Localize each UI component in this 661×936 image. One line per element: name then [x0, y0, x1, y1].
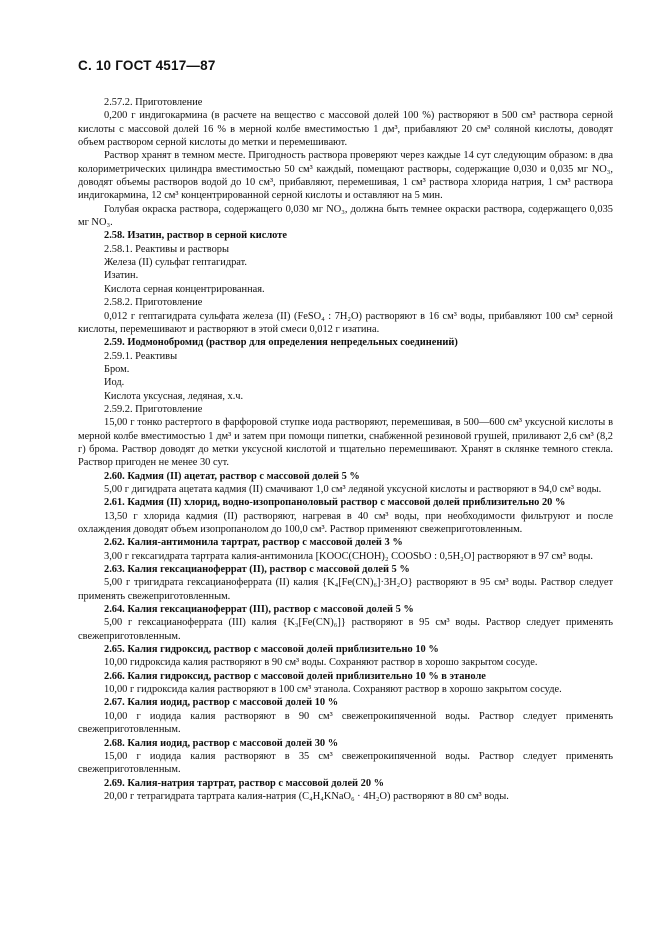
section-heading: 2.61. Кадмия (II) хлорид, водно-изопропаноловый раствор с массовой долей приблизительно 20 %	[104, 497, 566, 509]
section-heading: 2.62. Калия-антимонила тартрат, раствор с массовой долей 3 %	[104, 537, 403, 549]
section-heading: 2.60. Кадмия (II) ацетат, раствор с массовой долей 5 %	[104, 470, 360, 482]
section-heading: 2.64. Калия гексацианоферрат (III), раствор с массовой долей 5 %	[104, 604, 414, 616]
paragraph: 15,00 г иодида калия растворяют в 35 см³ свежепрокипяченной воды. Раствор следует применять свежеприготовленным.	[78, 750, 613, 776]
section-heading: 2.65. Калия гидроксид, раствор с массовой долей приблизительно 10 %	[104, 644, 439, 656]
paragraph: 2.57.2. Приготовление	[104, 97, 203, 108]
section-heading: 2.67. Калия иодид, раствор с массовой долей 10 %	[104, 697, 339, 709]
paragraph: 2.58.1. Реактивы и растворы	[104, 243, 229, 255]
paragraph: 10,00 г иодида калия растворяют в 90 см³ свежепрокипяченной воды. Раствор следует применять свежеприготовленным.	[78, 710, 613, 736]
section-heading: 2.59. Иодмонобромид (раствор для определения непредельных соединений)	[104, 337, 458, 349]
paragraph: Изатин.	[104, 270, 139, 282]
paragraph: 20,00 г тетрагидрата тартрата калия-натрия (C₄H₄KNaO₆ · 4H₂O) растворяют в 80 см³ воды.	[104, 790, 509, 802]
page-header: С. 10 ГОСТ 4517—87	[78, 58, 216, 73]
paragraph: 10,00 г гидроксида калия растворяют в 100 см³ этанола. Сохраняют раствор в хорошо закрытом сосуде.	[104, 684, 562, 696]
paragraph: Кислота уксусная, ледяная, х.ч.	[104, 390, 244, 402]
section-heading: 2.69. Калия-натрия тартрат, раствор с массовой долей 20 %	[104, 777, 385, 789]
section-heading: 2.66. Калия гидроксид, раствор с массовой долей приблизительно 10 % в этаноле	[104, 670, 486, 682]
paragraph: Железа (II) сульфат гептагидрат.	[104, 257, 248, 269]
section-heading: 2.63. Калия гексацианоферрат (II), раствор с массовой долей 5 %	[104, 564, 410, 576]
paragraph: 0,012 г гептагидрата сульфата железа (II) (FeSO₄ : 7H₂O) растворяют в 16 см³ воды, прибавляют 100 см³ серной кислоты, перемешивают и растворяют в этой смеси 0,012 г изатина.	[78, 310, 613, 335]
paragraph: 2.58.2. Приготовление	[104, 297, 203, 309]
paragraph: Бром.	[104, 363, 130, 375]
paragraph: Голубая окраска раствора, содержащего 0,030 мг NO₃, должна быть темнее окраски раствора, содержащего 0,035 мг NO₃.	[78, 203, 613, 229]
paragraph: 5,00 г гексацианоферрата (III) калия {K₃[Fe(CN)₆]} растворяют в 95 см³ воды. Раствор следует применять свежеприготовленным.	[78, 617, 613, 642]
paragraph: 0,200 г индигокармина (в расчете на вещество с массовой долей 100 %) растворяют в 500 см³ раствора серной кислоты с массовой долей 16 % в мерной колбе вместимостью 1 дм³, прибавляют 20 см³ соляной кислоты, доводят объем раствором серной кислоты до метки и перемешивают.	[78, 110, 613, 149]
paragraph: 5,00 г тригидрата гексацианоферрата (II) калия {K₄[Fe(CN)₆]·3H₂O} растворяют в 95 см³ воды. Раствор следует применять свежеприготовленным.	[78, 577, 613, 602]
paragraph: Иод.	[104, 377, 125, 389]
paragraph: 5,00 г дигидрата ацетата кадмия (II) смачивают 1,0 см³ ледяной уксусной кислоты и растворяют в 94,0 см³ воды.	[104, 483, 602, 495]
section-heading: 2.58. Изатин, раствор в серной кислоте	[104, 230, 287, 242]
paragraph: Кислота серная концентрированная.	[104, 283, 265, 295]
paragraph: 10,00 гидроксида калия растворяют в 90 см³ воды. Сохраняют раствор в хорошо закрытом сосуде.	[104, 657, 538, 669]
paragraph: 15,00 г тонко растертого в фарфоровой ступке иода растворяют, перемешивая, в 500—600 см³ уксусной кислоты в мерной колбе вместимостью 1 дм³ и затем при помощи пипетки, снабженной резиновой грушей, приливают 2,6 см³ (8,2 г) брома. Раствор доводят до метки уксусной кислотой и тщательно перемешивают. Хранят в склянке темного стекла. Раствор пригоден не менее 30 сут.	[78, 417, 613, 469]
paragraph: Раствор хранят в темном месте. Пригодность раствора проверяют через каждые 14 сут следующим образом: в два колориметрических цилиндра вместимостью 50 см³ каждый, помещают растворы, содержащие 0,030 и 0,035 мг NO₃, доводят объемы растворов водой до 10 см³, прибавляют, перемешивая, 1 см³ раствора хлорида натрия, 1 см³ раствора индигокармина, 12 см³ концентрированной серной кислоты и оставляют на 5 мин.	[78, 150, 613, 202]
paragraph: 13,50 г хлорида кадмия (II) растворяют, нагревая в 40 см³ воды, при необходимости фильтруют и после охлаждения доводят объем изопропанолом до 100,0 см³. Раствор применяют свежеприготовленным.	[78, 510, 613, 535]
section-heading: 2.68. Калия иодид, раствор с массовой долей 30 %	[104, 737, 339, 749]
paragraph: 2.59.2. Приготовление	[104, 403, 203, 415]
paragraph: 3,00 г гексагидрата тартрата калия-антимонила [KOOC(CHOH)₂ COOSbO : 0,5H₂O] растворяют в 97 см³ воды.	[104, 550, 593, 562]
paragraph: 2.59.1. Реактивы	[104, 350, 178, 362]
document-body	[78, 96, 613, 803]
